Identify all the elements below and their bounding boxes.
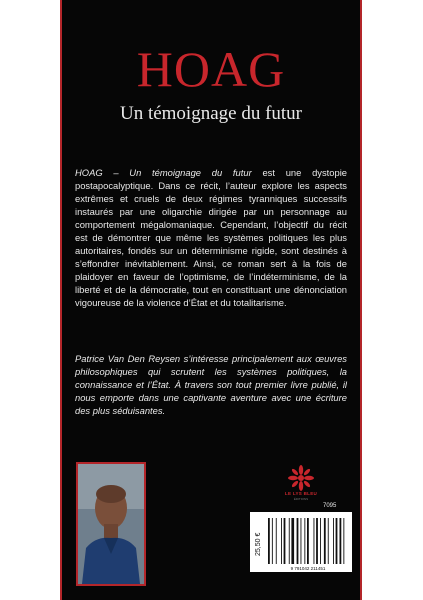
price-label: 25,50 € xyxy=(255,532,262,556)
barcode-bar xyxy=(304,518,305,564)
barcode-bar xyxy=(268,518,270,564)
barcode-bar xyxy=(281,518,282,564)
book-title: HOAG xyxy=(136,41,286,97)
author-bio: Patrice Van Den Reysen s’intéresse principalement aux œuvres philosophiques qui scrutent les systèmes politiques, la connaissance et l’État. À travers son tout premier livre publié, il nous emporte dans une captivante aventure avec une écriture des plus séduisantes. xyxy=(75,353,347,416)
barcode-bar xyxy=(328,518,329,564)
barcode-bar xyxy=(336,518,338,564)
isbn-number: 9 791042 211451 xyxy=(290,566,326,571)
barcode-bar xyxy=(289,518,290,564)
publisher-name: LE LYS BLEU xyxy=(284,491,318,496)
author-photo xyxy=(76,462,146,586)
barcode-bar xyxy=(343,518,344,564)
synopsis-title-ref: HOAG – Un témoignage du futur xyxy=(75,167,252,178)
barcode-bar xyxy=(320,518,321,564)
product-code: 7095 xyxy=(323,503,337,509)
barcode-bar xyxy=(314,518,315,564)
barcode-bar xyxy=(307,518,309,564)
barcode-bar xyxy=(276,518,277,564)
synopsis-text: est une dystopie postapocalyptique. Dans ce récit, l’auteur explore les aspects extrêmes et cruels de deux régimes tyranniques successifs instaurés par une oligarchie dirigée par un personnage au comportement mégalomaniaque. Cependant, l’objectif du récit est de démontrer que même les systèmes politiques les plus autoritaires, fondés sur un déterminisme rigide, sont destinés à s’effondrer inévitablement. Ainsi, ce roman sert à la fois de plaidoyer en faveur de l’optimisme, de l’indéterminisme, de la liberté et de la démocratie, tout en constituant une dénonciation vigoureuse de la violence d’État et du totalitarisme. xyxy=(75,167,347,308)
barcode-bar xyxy=(340,518,342,564)
barcode-bar xyxy=(272,518,273,564)
barcode-bar xyxy=(333,518,334,564)
barcode-bar xyxy=(291,518,294,564)
publisher-tagline: ÉDITIONS xyxy=(293,497,309,501)
barcode-bar xyxy=(284,518,286,564)
lily-flower-icon xyxy=(283,464,319,494)
barcode-bar xyxy=(324,518,326,564)
price-barcode-box xyxy=(250,512,352,572)
barcode-bar xyxy=(316,518,318,564)
barcode-bar xyxy=(297,518,299,564)
synopsis-paragraph xyxy=(75,166,347,309)
barcode-bar xyxy=(301,518,302,564)
book-subtitle: Un témoignage du futur xyxy=(119,103,303,124)
